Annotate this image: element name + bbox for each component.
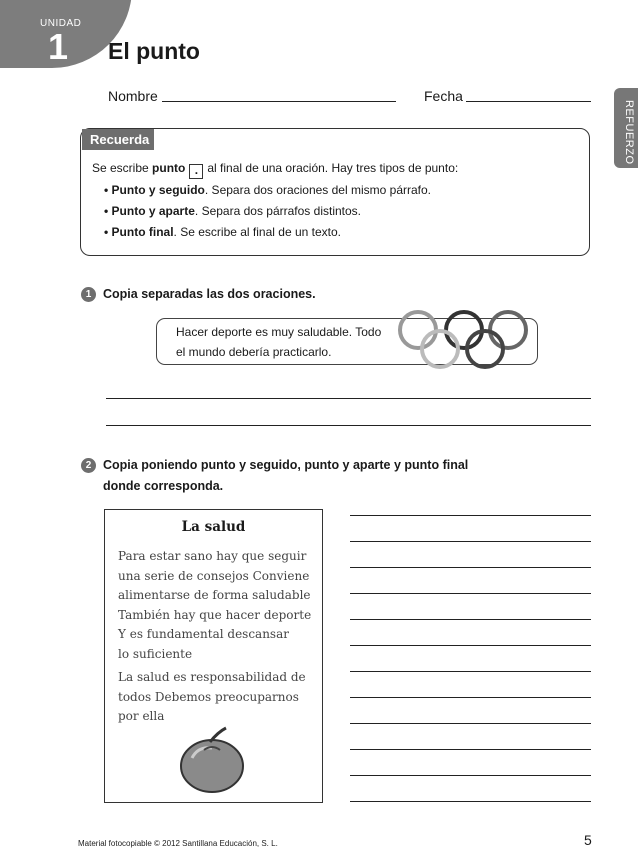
text-line: La salud es responsabilidad de xyxy=(118,670,306,684)
answer-line[interactable] xyxy=(350,749,591,750)
olympic-rings-icon xyxy=(392,308,532,374)
bullet-item xyxy=(104,203,361,219)
health-paragraph-1 xyxy=(118,547,318,664)
intro-post: al final de una oración. Hay tres tipos de punto: xyxy=(207,161,459,175)
bullet-dot-icon: • xyxy=(104,225,109,239)
answer-line[interactable] xyxy=(350,723,591,724)
intro-bold: punto xyxy=(152,161,186,175)
text-line: una serie de consejos Conviene xyxy=(118,568,310,583)
bullet-text: . Se escribe al final de un texto. xyxy=(173,225,341,239)
answer-line[interactable] xyxy=(350,645,591,646)
bullet-item xyxy=(104,224,341,240)
answer-line[interactable] xyxy=(106,425,591,426)
punto-symbol-box: . xyxy=(189,164,203,179)
answer-line[interactable] xyxy=(350,541,591,542)
bullet-text: . Separa dos párrafos distintos. xyxy=(194,204,361,218)
answer-line[interactable] xyxy=(106,398,591,399)
footer-copyright: Material fotocopiable © 2012 Santillana Educación, S. L. xyxy=(78,839,278,848)
bullet-dot-icon: • xyxy=(104,183,109,197)
sentence-line-1: Hacer deporte es muy saludable. Todo xyxy=(176,325,382,339)
date-field[interactable] xyxy=(466,101,591,102)
sentence-line-2: el mundo debería practicarlo. xyxy=(176,345,332,359)
sentence-text xyxy=(176,322,381,362)
exercise-2-badge: 2 xyxy=(81,458,96,473)
text-line: lo suficiente xyxy=(118,646,193,661)
text-line: Y es fundamental descansar xyxy=(118,627,289,641)
answer-line[interactable] xyxy=(350,801,591,802)
exercise-2-instruction xyxy=(103,455,468,497)
text-line: alimentarse de forma saludable xyxy=(118,588,311,602)
page-title: El punto xyxy=(108,38,200,64)
instruction-line-1: Copia poniendo punto y seguido, punto y aparte y punto final xyxy=(103,458,469,472)
text-line: También hay que hacer deporte xyxy=(118,607,312,622)
side-label: REFUERZO xyxy=(623,100,635,165)
bullet-item xyxy=(104,182,431,198)
answer-line[interactable] xyxy=(350,671,591,672)
recuerda-intro xyxy=(92,160,458,179)
answer-line[interactable] xyxy=(350,775,591,776)
answer-line[interactable] xyxy=(350,567,591,568)
text-line: por ella xyxy=(118,709,165,723)
bullet-term: Punto y seguido xyxy=(111,183,205,197)
unit-number: 1 xyxy=(48,26,69,67)
answer-line[interactable] xyxy=(350,619,591,620)
exercise-1-badge: 1 xyxy=(81,287,96,302)
answer-line[interactable] xyxy=(350,515,591,516)
health-paragraph-2 xyxy=(118,668,318,727)
recuerda-tag: Recuerda xyxy=(82,129,154,150)
answer-line[interactable] xyxy=(350,697,591,698)
bullet-term: Punto y aparte xyxy=(111,204,195,218)
name-label: Nombre xyxy=(108,88,158,104)
page-number: 5 xyxy=(584,832,592,848)
apple-icon xyxy=(174,724,250,794)
bullet-dot-icon: • xyxy=(104,204,109,218)
intro-pre: Se escribe xyxy=(92,161,149,175)
unit-label: UNIDAD xyxy=(40,18,82,29)
text-line: Para estar sano hay que seguir xyxy=(118,549,307,563)
name-field[interactable] xyxy=(162,101,396,102)
bullet-term: Punto final xyxy=(111,225,174,239)
date-label: Fecha xyxy=(424,88,463,104)
text-line: todos Debemos preocuparnos xyxy=(118,689,299,704)
health-title: La salud xyxy=(181,519,246,535)
instruction-line-2: donde corresponda. xyxy=(103,479,224,493)
bullet-text: . Separa dos oraciones del mismo párrafo. xyxy=(204,183,432,197)
answer-line[interactable] xyxy=(350,593,591,594)
exercise-1-instruction: Copia separadas las dos oraciones. xyxy=(103,287,316,301)
